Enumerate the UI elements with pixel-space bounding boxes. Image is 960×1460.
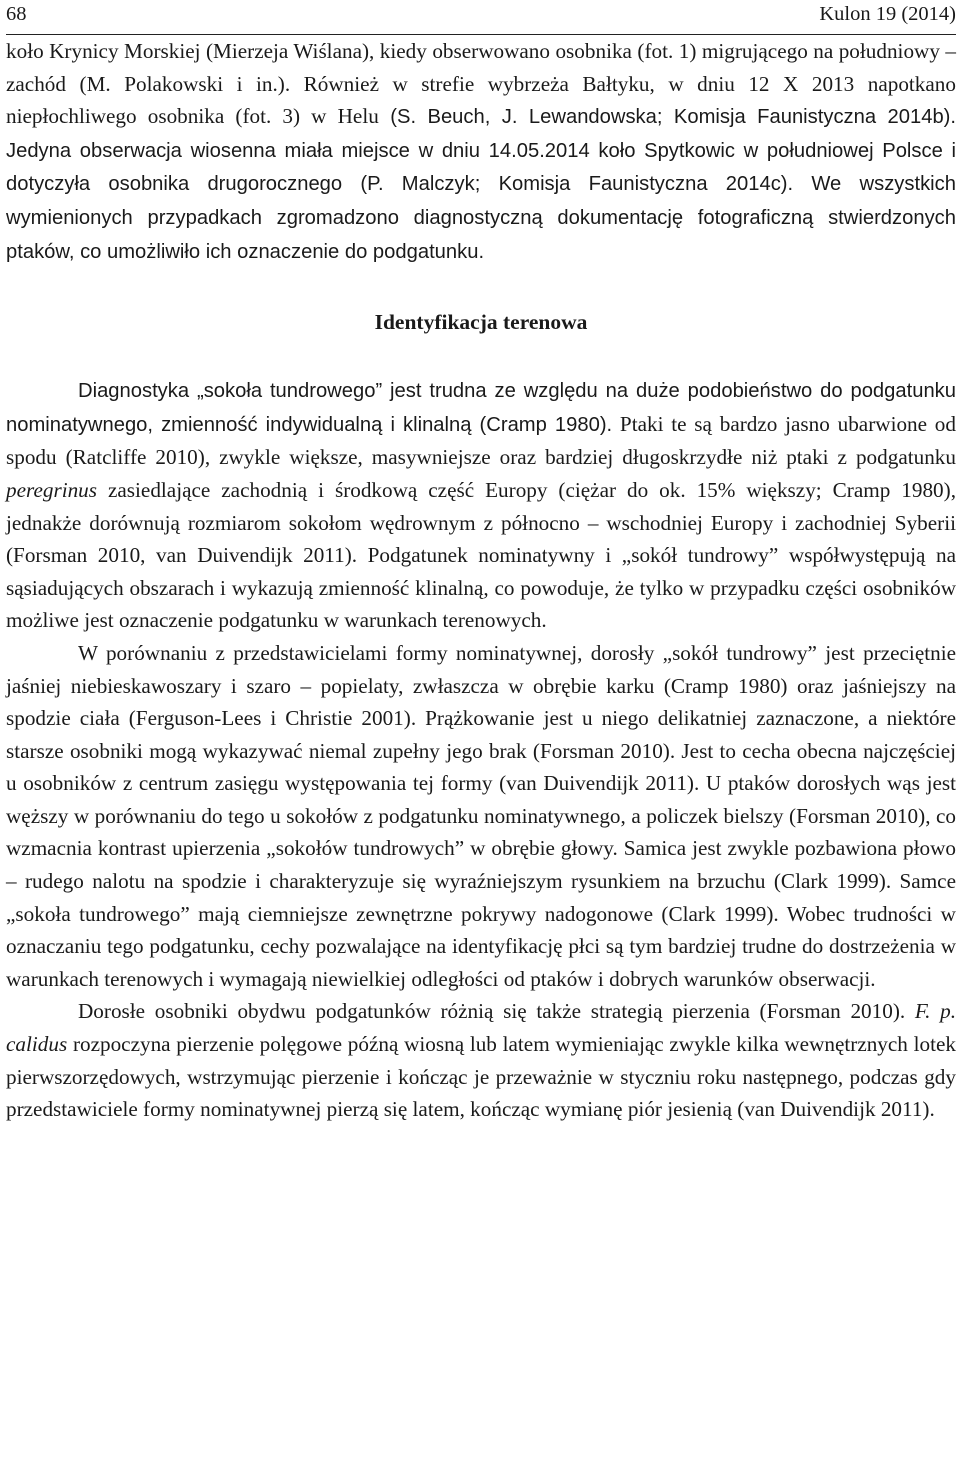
page-number: 68: [6, 3, 27, 25]
section-heading: Identyfikacja terenowa: [374, 310, 588, 335]
paragraph-moult-text-a: Dorosłe osobniki obydwu podgatunków różnią się także strategią pierzenia (Forsman 2010).: [78, 999, 915, 1024]
paragraph-diagnostics-sans: Diagnostyka „sokoła tundrowego” jest trudna ze względu na duże podobieństwo do podgatunku nominatywnego, zmienność indywidualną i klinalną (Cramp 1980).: [6, 380, 956, 436]
page: [6, 0, 956, 1126]
article-body: [6, 35, 956, 1126]
paragraph-moult: [6, 995, 956, 1125]
paragraph-moult-text-b: rozpoczyna pierzenie polęgowe późną wiosną lub latem wymieniając zwykle kilka wewnętrznych lotek pierwszorzędowych, wstrzymując pierzenie i kończąc je przeważnie w styczniu roku następnego, podczas gdy przedstawiciele formy nominatywnej pierzą się latem, kończąc wymianę piór jesienią (van Duivendijk 2011).: [6, 1032, 956, 1122]
paragraph-diagnostics-text-a: Ptaki te są bardzo jasno ubarwione od spodu (Ratcliffe 2010), zwykle większe, masywniejsze oraz bardziej długoskrzydłe niż ptaki z podgatunku: [6, 411, 956, 470]
taxon-calidus: F. p. calidus: [6, 999, 956, 1057]
journal-title: Kulon 19 (2014): [819, 3, 956, 25]
paragraph-records-sans: (S. Beuch, J. Lewandowska; Komisja Faunistyczna 2014b). Jedyna obserwacja wiosenna miała miejsce w dniu 14.05.2014 koło Spytkowic w południowej Polsce i dotyczyła osobnika drugorocznego (P. Malczyk; Komisja Faunistyczna 2014c). We wszystkich wymienionych przypadkach zgromadzono diagnostyczną dokumentację fotograficzną stwierdzonych ptaków, co umożliwiło ich oznaczenie do podgatunku.: [6, 106, 957, 263]
paragraph-records-serif: koło Krynicy Morskiej (Mierzeja Wiślana), kiedy obserwowano osobnika (fot. 1) migrującego na południowy – zachód (M. Polakowski i in.). Również w strefie wybrzeża Bałtyku, w dniu 12 X 2013 napotkano niepłochliwego osobnika (fot. 3) w Helu: [6, 39, 956, 129]
taxon-peregrinus: peregrinus: [6, 477, 98, 502]
paragraph-records: [6, 35, 956, 268]
paragraph-comparison: W porównaniu z przedstawicielami formy nominatywnej, dorosły „sokół tundrowy” jest przeciętnie jaśniej niebieskawoszary i szaro – popielaty, zwłaszcza w obrębie karku (Cramp 1980) oraz jaśniejszy na spodzie ciała (Ferguson-Lees i Christie 2001). Prążkowanie jest u niego delikatniej zaznaczone, a niektóre starsze osobniki mogą wykazywać niemal zupełny jego brak (Forsman 2010). Jest to cecha obecna najczęściej u osobników z centrum zasięgu występowania tej formy (van Duivendijk 2011). U ptaków dorosłych wąs jest węższy w porównaniu do tego u sokołów z podgatunku nominatywnego, a policzek bielszy (Forsman 2010), co wzmacnia kontrast upierzenia „sokołów tundrowych” w obrębie głowy. Samica jest zwykle pozbawiona płowo – rudego nalotu na spodzie i charakteryzuje się wyraźniejszym rysunkiem na brzuchu (Clark 1999). Samce „sokoła tundrowego” mają ciemniejsze zewnętrzne pokrywy nadogonowe (Clark 1999). Wobec trudności w oznaczaniu tego podgatunku, cechy pozwalające na identyfikację płci są tym bardziej trudne do dostrzeżenia w warunkach terenowych i wymagają niewielkiej odległości od ptaków i dobrych warunków obserwacji.: [6, 640, 956, 991]
paragraph-diagnostics: [6, 374, 956, 637]
running-header: [6, 0, 956, 35]
paragraph-diagnostics-text-b: zasiedlające zachodnią i środkową część Europy (ciężar do ok. 15% większy; Cramp 1980), jednakże dorównują rozmiarom sokołom wędrownym z północno – wschodniej Europy i zachodniej Syberii (Forsman 2010, van Duivendijk 2011). Podgatunek nominatywny i „sokół tundrowy” współwystępują na sąsiadujących obszarach i wykazują zmienność klinalną, co powoduje, że tylko w przypadku części osobników możliwe jest oznaczenie podgatunku w warunkach terenowych.: [6, 477, 956, 633]
